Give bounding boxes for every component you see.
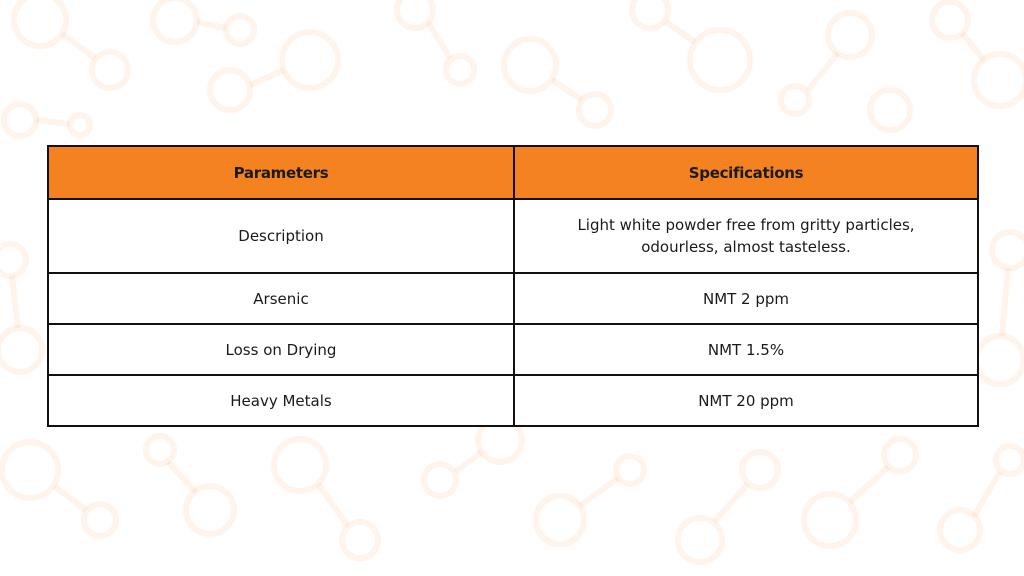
table-header-row <box>48 146 978 199</box>
specification-cell: NMT 20 ppm <box>514 375 978 426</box>
table-row <box>48 273 978 324</box>
header-parameters: Parameters <box>48 146 514 199</box>
specification-cell: NMT 2 ppm <box>514 273 978 324</box>
parameter-cell: Arsenic <box>48 273 514 324</box>
parameter-cell: Description <box>48 199 514 273</box>
table-row <box>48 375 978 426</box>
table-row <box>48 199 978 273</box>
specifications-table <box>47 145 979 427</box>
table-row <box>48 324 978 375</box>
header-specifications: Specifications <box>514 146 978 199</box>
parameter-cell: Heavy Metals <box>48 375 514 426</box>
parameter-cell: Loss on Drying <box>48 324 514 375</box>
specification-cell: Light white powder free from gritty particles, odourless, almost tasteless. <box>514 199 978 273</box>
specification-cell: NMT 1.5% <box>514 324 978 375</box>
